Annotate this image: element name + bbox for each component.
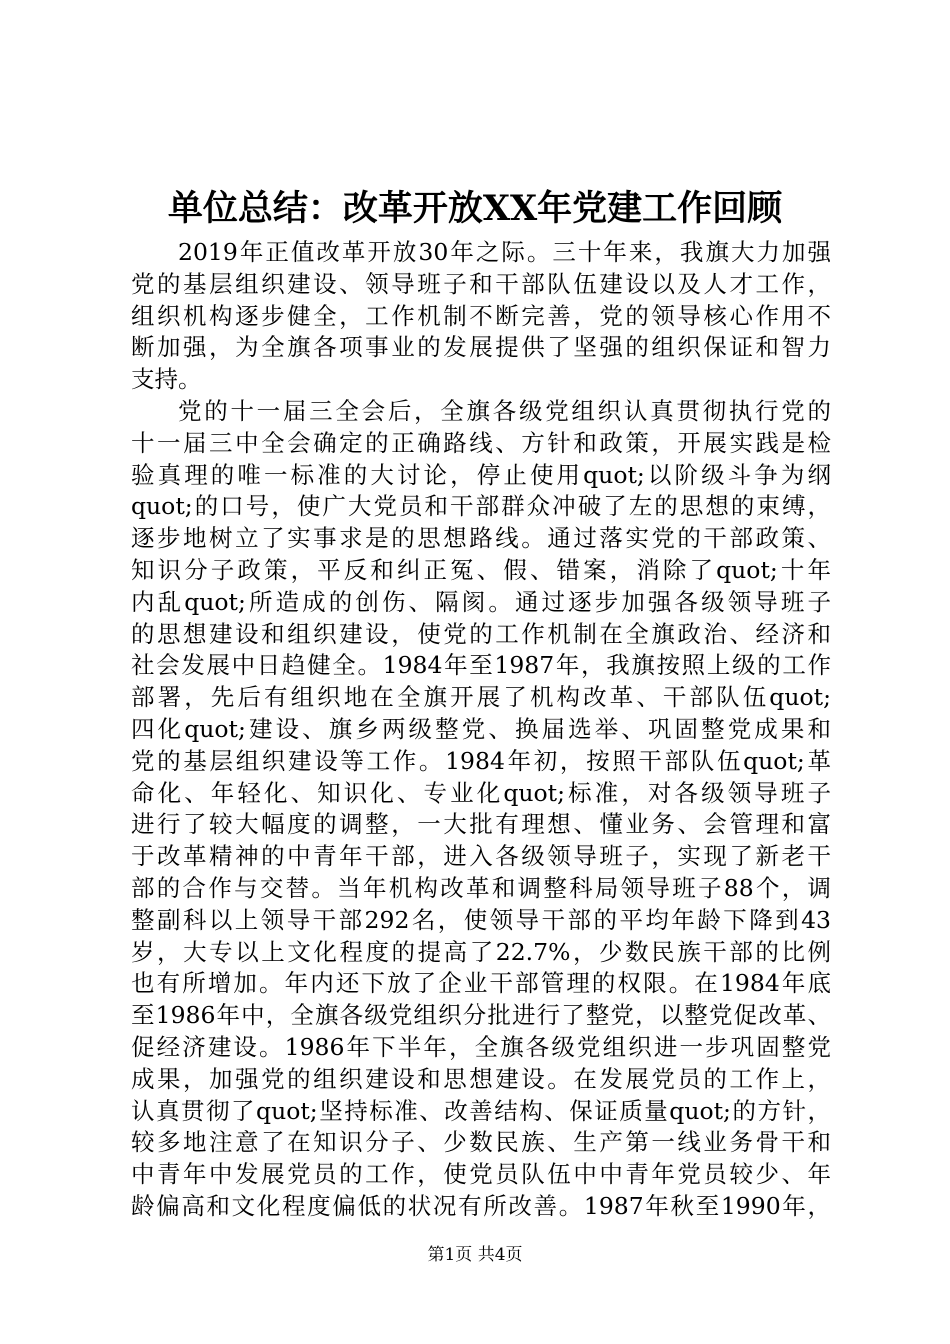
text-line: 党的基层组织建设等工作。1984年初，按照干部队伍quot;革 [131,746,831,775]
text-line: 断加强，为全旗各项事业的发展提供了坚强的组织保证和智力 [131,333,831,362]
text-line: 党的十一届三全会后，全旗各级党组织认真贯彻执行党的 [178,396,831,425]
text-line: 逐步地树立了实事求是的思想路线。通过落实党的干部政策、 [131,524,831,553]
text-line: 支持。 [131,365,202,394]
text-line: 促经济建设。1986年下半年，全旗各级党组织进一步巩固整党 [131,1032,831,1061]
text-line: 较多地注意了在知识分子、少数民族、生产第一线业务骨干和 [131,1128,831,1157]
text-line: 进行了较大幅度的调整，一大批有理想、懂业务、会管理和富 [131,810,831,839]
text-line: 整副科以上领导干部292名，使领导干部的平均年龄下降到43 [131,905,831,934]
text-line: 中青年中发展党员的工作，使党员队伍中中青年党员较少、年 [131,1160,831,1189]
text-line: 2019年正值改革开放30年之际。三十年来，我旗大力加强 [178,238,831,266]
text-line: 内乱quot;所造成的创伤、隔阂。通过逐步加强各级领导班子 [131,587,831,616]
text-line: 验真理的唯一标准的大讨论，停止使用quot;以阶级斗争为纲 [131,460,831,489]
document-body [131,237,831,1223]
text-line: 组织机构逐步健全，工作机制不断完善，党的领导核心作用不 [131,301,831,330]
paragraph-2 [131,396,831,1223]
text-line: 部署，先后有组织地在全旗开展了机构改革、干部队伍quot; [131,683,831,712]
text-line: 四化quot;建设、旗乡两级整党、换届选举、巩固整党成果和 [131,714,831,743]
text-line: 成果，加强党的组织建设和思想建设。在发展党员的工作上， [131,1064,831,1093]
text-line: 于改革精神的中青年干部，进入各级领导班子，实现了新老干 [131,842,831,871]
text-line: 知识分子政策，平反和纠正冤、假、错案，消除了quot;十年 [131,555,831,584]
text-line: 也有所增加。年内还下放了企业干部管理的权限。在1984年底 [131,969,831,998]
text-line: 岁，大专以上文化程度的提高了22.7%，少数民族干部的比例 [131,937,831,966]
document-title: 单位总结：改革开放XX年党建工作回顾 [167,188,783,229]
text-line: 命化、年轻化、知识化、专业化quot;标准，对各级领导班子 [131,778,831,807]
text-line: 党的基层组织建设、领导班子和干部队伍建设以及人才工作， [131,269,831,298]
text-line: 至1986年中，全旗各级党组织分批进行了整党，以整党促改革、 [131,1001,831,1030]
page-number-footer: 第1页 共4页 [427,1245,523,1265]
text-line: 部的合作与交替。当年机构改革和调整科局领导班子88个，调 [131,873,831,902]
text-line: 社会发展中日趋健全。1984年至1987年，我旗按照上级的工作 [131,651,831,680]
text-line: quot;的口号，使广大党员和干部群众冲破了左的思想的束缚， [131,492,831,521]
text-line: 龄偏高和文化程度偏低的状况有所改善。1987年秋至1990年， [131,1191,831,1220]
text-line: 十一届三中全会确定的正确路线、方针和政策，开展实践是检 [131,428,831,457]
text-line: 的思想建设和组织建设，使党的工作机制在全旗政治、经济和 [131,619,831,648]
paragraph-1 [131,237,831,396]
text-line: 认真贯彻了quot;坚持标准、改善结构、保证质量quot;的方针， [131,1096,831,1125]
